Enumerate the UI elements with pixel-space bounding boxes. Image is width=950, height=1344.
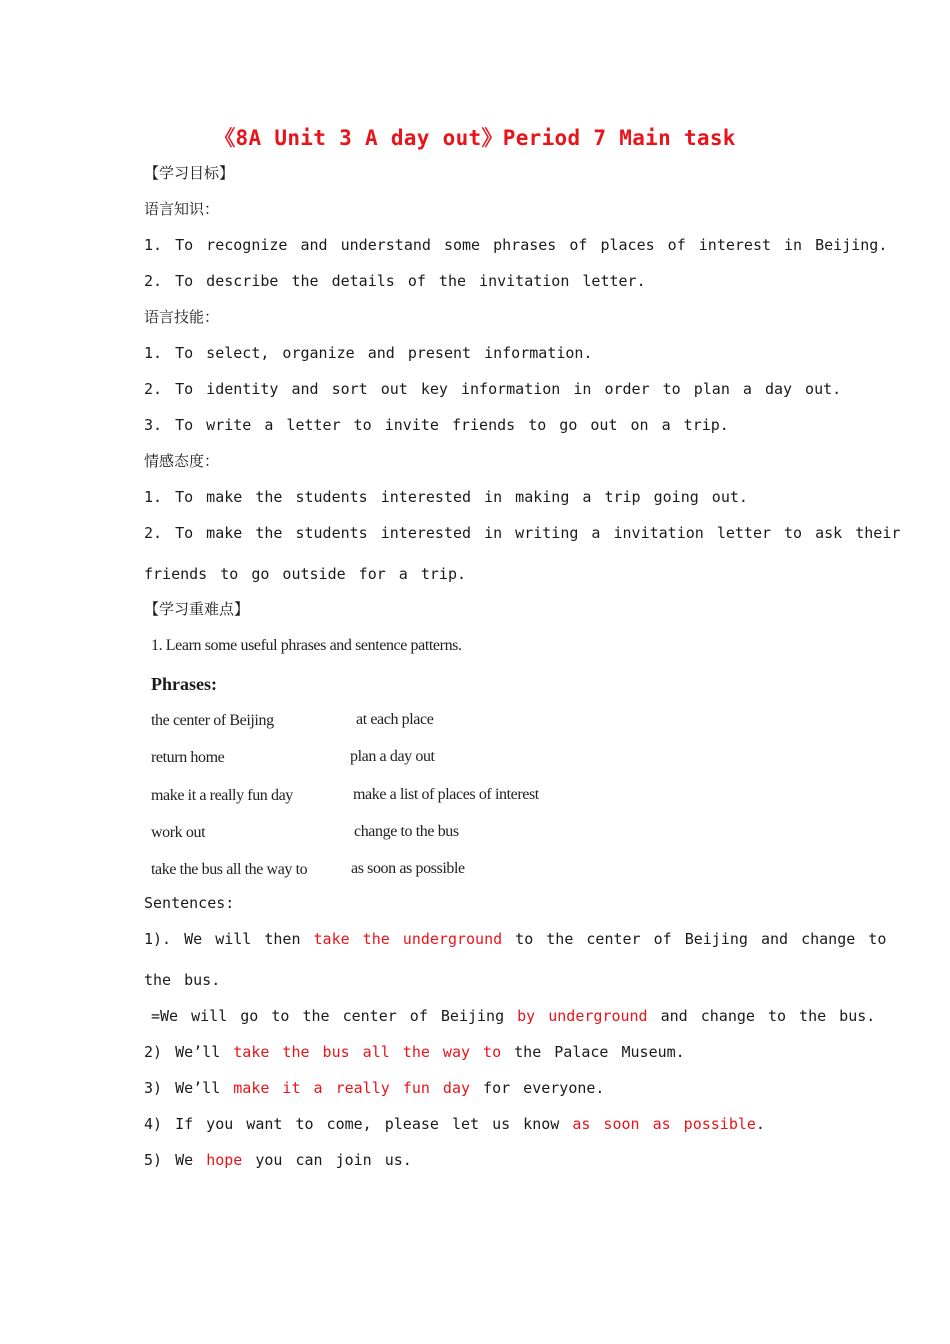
key-phrase: hope — [206, 1151, 243, 1169]
phrase-right: make a list of places of interest — [353, 786, 539, 803]
objectives-heading: 【学习目标】 — [144, 164, 235, 182]
sentence-3: 3) We’ll make it a really fun day for everyone. — [144, 1079, 605, 1097]
phrase-left: the center of Beijing — [151, 712, 274, 729]
key-phrase: make it a really fun day — [233, 1079, 471, 1097]
sentence-2: 2) We’ll take the bus all the way to the Palace Museum. — [144, 1043, 685, 1061]
objective-item: 1. To make the students interested in making a trip going out. — [144, 488, 748, 506]
key-phrase: as soon as possible — [572, 1115, 756, 1133]
sentence-1: 1). We will then take the underground to the center of Beijing and change to — [144, 930, 887, 948]
key-phrase: take the bus all the way to — [233, 1043, 502, 1061]
objective-item: 1. To select, organize and present information. — [144, 344, 593, 362]
phrase-left: take the bus all the way to — [151, 861, 308, 878]
sentence-1-cont: the bus. — [144, 971, 221, 989]
objective-item: 2. To make the students interested in writing a invitation letter to ask their — [144, 524, 901, 542]
key-phrase: by underground — [517, 1007, 648, 1025]
language-knowledge-label: 语言知识： — [144, 200, 220, 218]
language-skills-label: 语言技能： — [144, 308, 220, 326]
phrase-right: at each place — [356, 711, 434, 728]
phrase-right: change to the bus — [354, 823, 459, 840]
sentence-5: 5) We hope you can join us. — [144, 1151, 412, 1169]
phrase-left: return home — [151, 749, 225, 766]
phrase-right: as soon as possible — [351, 860, 465, 877]
sentences-label: Sentences: — [144, 894, 235, 912]
objective-item: 3. To write a letter to invite friends to go out on a trip. — [144, 416, 729, 434]
phrase-right: plan a day out — [350, 748, 435, 765]
page-title: 《8A Unit 3 A day out》Period 7 Main task — [214, 126, 736, 150]
phrases-label: Phrases: — [151, 674, 217, 694]
phrase-left: make it a really fun day — [151, 787, 293, 804]
phrase-left: work out — [151, 824, 206, 841]
key-points-intro: 1. Learn some useful phrases and sentence patterns. — [151, 637, 462, 654]
attitude-label: 情感态度： — [144, 452, 220, 470]
key-phrase: take the underground — [313, 930, 503, 948]
sentence-4: 4) If you want to come, please let us know as soon as possible. — [144, 1115, 765, 1133]
objective-item: 2. To identity and sort out key information in order to plan a day out. — [144, 380, 842, 398]
objective-item: 2. To describe the details of the invitation letter. — [144, 272, 646, 290]
objective-item: 1. To recognize and understand some phrases of places of interest in Beijing. — [144, 236, 888, 254]
objective-item: friends to go outside for a trip. — [144, 565, 467, 583]
key-points-heading: 【学习重难点】 — [144, 600, 250, 618]
sentence-1-alt: =We will go to the center of Beijing by underground and change to the bus. — [151, 1007, 876, 1025]
